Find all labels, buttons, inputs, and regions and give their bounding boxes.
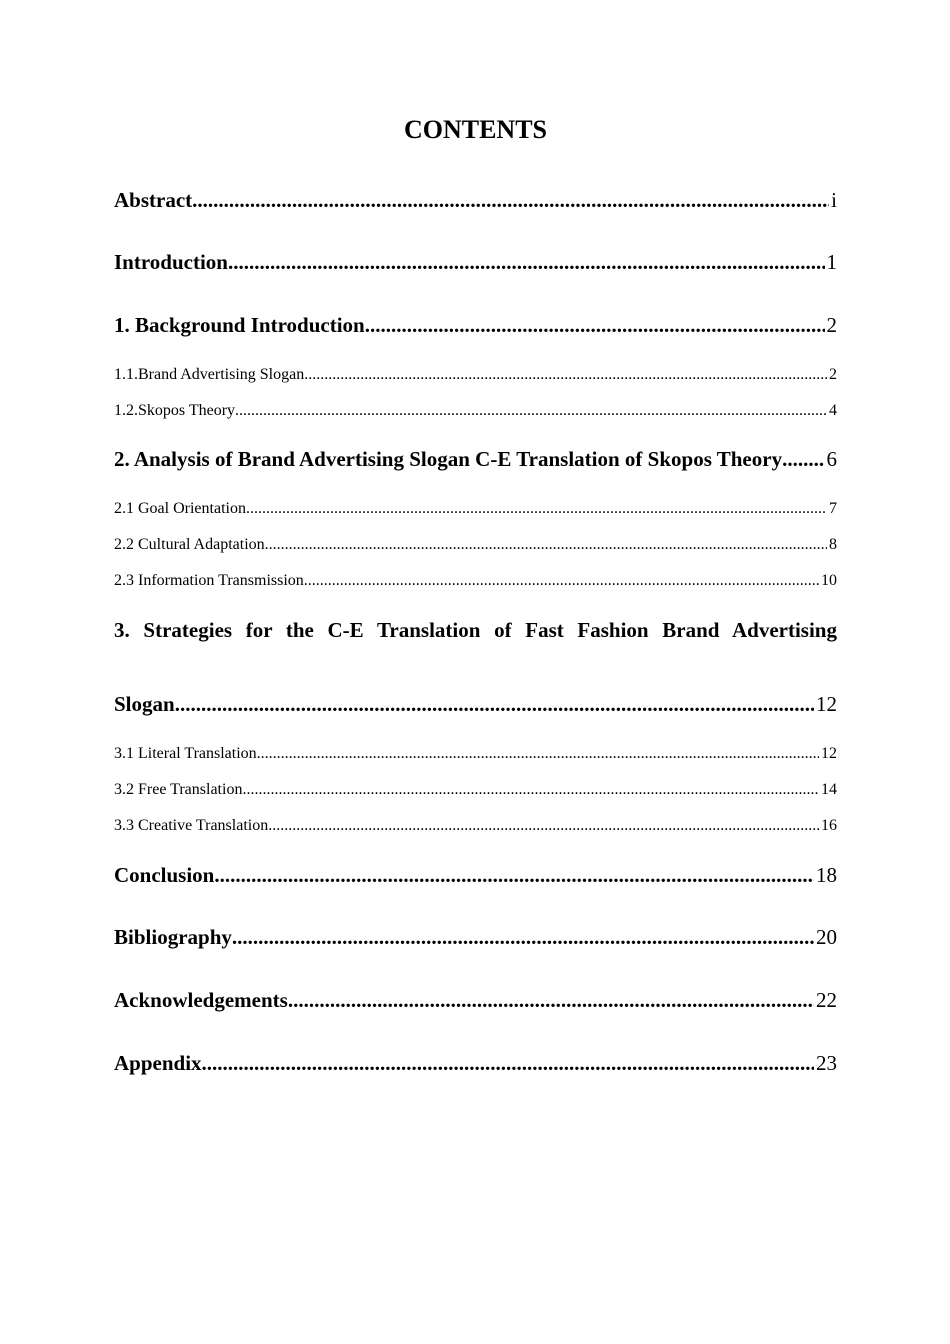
toc-entry-page: 16: [821, 817, 837, 834]
dot-leader: [782, 445, 824, 473]
toc-entry-section-3-2[interactable]: [114, 779, 837, 801]
toc-entry-page: 2: [829, 366, 837, 383]
toc-entry-label: Introduction: [114, 250, 228, 274]
dot-leader: [288, 986, 814, 1014]
toc-entry-page: 12: [821, 745, 837, 762]
dot-leader: [304, 364, 827, 386]
toc-entry-page: 8: [829, 536, 837, 553]
dot-leader: [268, 815, 819, 837]
toc-entry-chapter-3[interactable]: [114, 690, 837, 718]
toc-entry-page: 1: [826, 250, 837, 274]
dot-leader: [228, 248, 825, 276]
toc-entry-page: 10: [821, 572, 837, 589]
toc-entry-section-1-1[interactable]: [114, 364, 837, 386]
toc-entry-chapter-2[interactable]: [114, 445, 837, 473]
toc-entry-label: Acknowledgements: [114, 988, 288, 1012]
toc-entry-section-2-2[interactable]: [114, 534, 837, 556]
dot-leader: [175, 690, 814, 718]
dot-leader: [265, 534, 827, 556]
toc-entry-page: 4: [829, 402, 837, 419]
toc-entry-acknowledgements[interactable]: [114, 986, 837, 1014]
toc-entry-section-3-3[interactable]: [114, 815, 837, 837]
toc-entry-label: Conclusion: [114, 863, 215, 887]
toc-entry-section-2-3[interactable]: [114, 570, 837, 592]
toc-entry-label: Appendix: [114, 1051, 202, 1075]
toc-entry-page: 20: [816, 925, 837, 949]
dot-leader: [214, 861, 814, 889]
toc-entry-chapter-3-line-1[interactable]: 3. Strategies for the C-E Translation of Fast Fashion Brand Advertising: [114, 618, 837, 642]
toc-entry-page: 23: [816, 1051, 837, 1075]
dot-leader: [242, 779, 819, 801]
toc-entry-label: Abstract: [114, 188, 193, 212]
toc-entry-label: 1. Background Introduction: [114, 313, 365, 337]
toc-entry-section-3-1[interactable]: [114, 743, 837, 765]
page-title: CONTENTS: [403, 115, 548, 144]
toc-entry-label: 3.3 Creative Translation: [114, 817, 269, 834]
toc-entry-chapter-1[interactable]: [114, 311, 837, 339]
toc-entry-label: Slogan: [114, 692, 175, 716]
dot-leader: [304, 570, 819, 592]
dot-leader: [246, 498, 827, 520]
toc-entry-label: 3.1 Literal Translation: [114, 745, 257, 762]
toc-entry-section-2-1[interactable]: [114, 498, 837, 520]
toc-entry-conclusion[interactable]: [114, 861, 837, 889]
toc-entry-label: Bibliography: [114, 925, 232, 949]
toc-entry-page: i: [831, 188, 837, 212]
toc-entry-label: 2.1 Goal Orientation: [114, 500, 246, 517]
toc-entry-section-1-2[interactable]: [114, 400, 837, 422]
toc-entry-label: 1.1.Brand Advertising Slogan: [114, 366, 305, 383]
toc-entry-page: 22: [816, 988, 837, 1012]
dot-leader: [232, 923, 814, 951]
dot-leader: [365, 311, 825, 339]
toc-entry-page: 2: [826, 313, 837, 337]
toc-page: [114, 0, 837, 1344]
toc-entry-label: 2. Analysis of Brand Advertising Slogan C-E Translation of Skopos Theory: [114, 447, 783, 471]
toc-entry-label: 1.2.Skopos Theory: [114, 402, 236, 419]
toc-entry-page: 6: [826, 447, 837, 471]
dot-leader: [192, 186, 829, 214]
toc-entry-label: 2.2 Cultural Adaptation: [114, 536, 265, 553]
dot-leader: [202, 1049, 814, 1077]
toc-entry-abstract[interactable]: [114, 186, 837, 214]
toc-entry-appendix[interactable]: [114, 1049, 837, 1077]
toc-entry-label: 2.3 Information Transmission: [114, 572, 304, 589]
toc-entry-label: 3.2 Free Translation: [114, 781, 243, 798]
toc-entry-introduction[interactable]: [114, 248, 837, 276]
toc-entry-page: 18: [816, 863, 837, 887]
dot-leader: [257, 743, 819, 765]
toc-entry-page: 7: [829, 500, 837, 517]
toc-entry-page: 12: [816, 692, 837, 716]
toc-entry-bibliography[interactable]: [114, 923, 837, 951]
toc-entry-page: 14: [821, 781, 837, 798]
dot-leader: [235, 400, 827, 422]
